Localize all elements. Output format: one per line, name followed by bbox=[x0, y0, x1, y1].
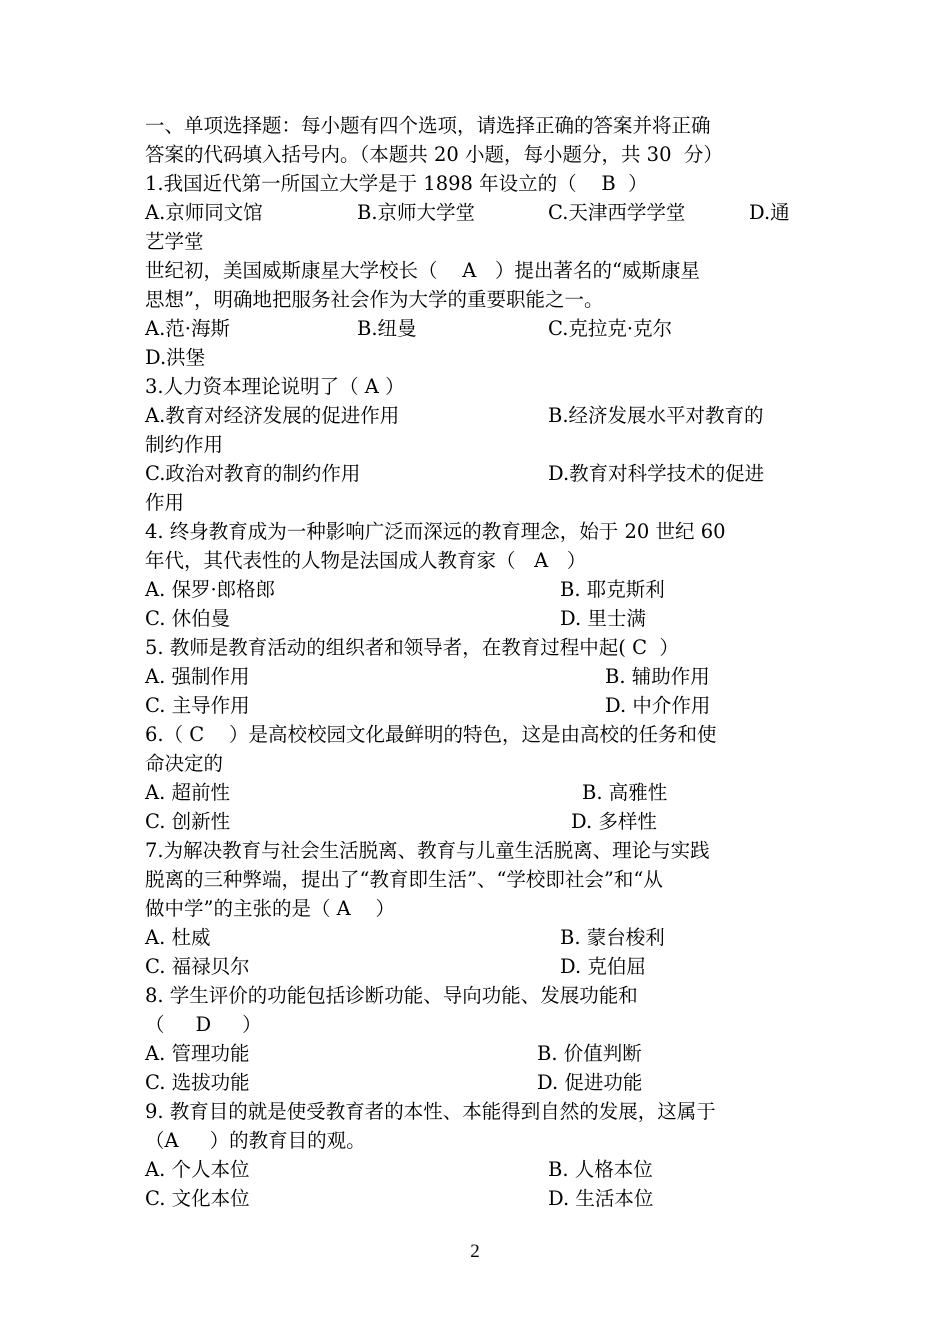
q9-option-b: B. 人格本位 bbox=[548, 1158, 653, 1181]
question-6-options-cd bbox=[145, 807, 815, 836]
q5-option-c: C. 主导作用 bbox=[145, 694, 250, 717]
q1-option-d-wrap: 艺学堂 bbox=[145, 230, 204, 253]
q6-option-d: D. 多样性 bbox=[571, 810, 657, 833]
q7-option-d: D. 克伯屈 bbox=[560, 955, 646, 978]
q2-option-c: C.克拉克·克尔 bbox=[548, 317, 673, 340]
q8-option-a: A. 管理功能 bbox=[145, 1042, 250, 1065]
question-4-options-cd bbox=[145, 604, 815, 633]
question-7-stem-3: 做中学”的主张的是（ A ） bbox=[145, 897, 396, 920]
q4-option-c: C. 休伯曼 bbox=[145, 607, 231, 630]
q3-option-d: D.教育对科学技术的促进 bbox=[548, 462, 765, 485]
q7-option-a: A. 杜威 bbox=[145, 926, 211, 949]
question-3-stem: 3.人力资本理论说明了（ A ） bbox=[145, 375, 405, 398]
question-9-options-cd bbox=[145, 1184, 815, 1213]
question-8-stem-2: （ D ） bbox=[145, 1013, 262, 1036]
q8-option-d: D. 促进功能 bbox=[537, 1071, 643, 1094]
question-1-stem: 1.我国近代第一所国立大学是于 1898 年设立的（ B ） bbox=[145, 172, 648, 195]
q1-option-a: A.京师同文馆 bbox=[145, 201, 263, 224]
q3-option-a: A.教育对经济发展的促进作用 bbox=[145, 404, 400, 427]
question-1-options bbox=[145, 198, 815, 227]
q9-option-c: C. 文化本位 bbox=[145, 1187, 250, 1210]
question-3-options-ab bbox=[145, 401, 815, 430]
q2-option-b: B.纽曼 bbox=[357, 317, 417, 340]
q5-option-a: A. 强制作用 bbox=[145, 665, 250, 688]
question-8-options-cd bbox=[145, 1068, 815, 1097]
question-5-stem: 5. 教师是教育活动的组织者和领导者，在教育过程中起( C ） bbox=[145, 636, 679, 659]
question-8-options-ab bbox=[145, 1039, 815, 1068]
question-5-options-cd bbox=[145, 691, 815, 720]
question-2-stem-1: 世纪初，美国威斯康星大学校长（ A ）提出著名的“威斯康星 bbox=[145, 259, 700, 282]
section-heading-line-1: 一、单项选择题：每小题有四个选项，请选择正确的答案并将正确 bbox=[145, 114, 711, 137]
question-section bbox=[145, 111, 815, 1213]
q6-option-a: A. 超前性 bbox=[145, 781, 230, 804]
q3-option-b-wrap: 制约作用 bbox=[145, 433, 224, 456]
question-7-stem-2: 脱离的三种弊端，提出了“教育即生活”、“学校即社会”和“从 bbox=[145, 868, 663, 891]
question-9-options-ab bbox=[145, 1155, 815, 1184]
q7-option-b: B. 蒙台梭利 bbox=[560, 926, 665, 949]
question-9-stem-1: 9. 教育目的就是使受教育者的本性、本能得到自然的发展，这属于 bbox=[145, 1100, 716, 1123]
q5-option-b: B. 辅助作用 bbox=[605, 665, 710, 688]
q1-option-b: B.京师大学堂 bbox=[357, 201, 476, 224]
page-number: 2 bbox=[470, 1241, 480, 1262]
q4-option-b: B. 耶克斯利 bbox=[560, 578, 665, 601]
question-3-options-cd bbox=[145, 459, 815, 488]
question-7-stem-1: 7.为解决教育与社会生活脱离、教育与儿童生活脱离、理论与实践 bbox=[145, 839, 710, 862]
q3-option-d-wrap: 作用 bbox=[145, 491, 185, 514]
q4-option-d: D. 里士满 bbox=[560, 607, 646, 630]
q9-option-a: A. 个人本位 bbox=[145, 1158, 250, 1181]
q8-option-c: C. 选拔功能 bbox=[145, 1071, 250, 1094]
q4-option-a: A. 保罗·郎格郎 bbox=[145, 578, 276, 601]
question-2-stem-2: 思想”，明确地把服务社会作为大学的重要职能之一。 bbox=[145, 288, 604, 311]
question-8-stem-1: 8. 学生评价的功能包括诊断功能、导向功能、发展功能和 bbox=[145, 984, 638, 1007]
q2-option-d: D.洪堡 bbox=[145, 346, 206, 369]
q1-option-c: C.天津西学学堂 bbox=[548, 201, 686, 224]
q3-option-b: B.经济发展水平对教育的 bbox=[548, 404, 764, 427]
section-heading-line-2: 答案的代码填入括号内。（本题共 20 小题，每小题分，共 30 分） bbox=[145, 143, 723, 166]
question-4-stem-1: 4. 终身教育成为一种影响广泛而深远的教育理念，始于 20 世纪 60 bbox=[145, 520, 726, 543]
question-9-stem-2: （A ）的教育目的观。 bbox=[145, 1129, 366, 1152]
q7-option-c: C. 福禄贝尔 bbox=[145, 955, 250, 978]
question-4-stem-2: 年代，其代表性的人物是法国成人教育家（ A ） bbox=[145, 549, 587, 572]
q9-option-d: D. 生活本位 bbox=[548, 1187, 654, 1210]
question-6-options-ab bbox=[145, 778, 815, 807]
q2-option-a: A.范·海斯 bbox=[145, 317, 230, 340]
question-6-stem-1: 6.（ C ）是高校校园文化最鲜明的特色，这是由高校的任务和使 bbox=[145, 723, 717, 746]
q1-option-d: D.通 bbox=[749, 201, 790, 224]
question-6-stem-2: 命决定的 bbox=[145, 752, 224, 775]
question-2-options bbox=[145, 314, 815, 343]
q8-option-b: B. 价值判断 bbox=[537, 1042, 642, 1065]
q6-option-c: C. 创新性 bbox=[145, 810, 231, 833]
question-4-options-ab bbox=[145, 575, 815, 604]
question-5-options-ab bbox=[145, 662, 815, 691]
question-7-options-cd bbox=[145, 952, 815, 981]
q5-option-d: D. 中介作用 bbox=[605, 694, 711, 717]
q6-option-b: B. 高雅性 bbox=[582, 781, 668, 804]
question-7-options-ab bbox=[145, 923, 815, 952]
q3-option-c: C.政治对教育的制约作用 bbox=[145, 462, 361, 485]
